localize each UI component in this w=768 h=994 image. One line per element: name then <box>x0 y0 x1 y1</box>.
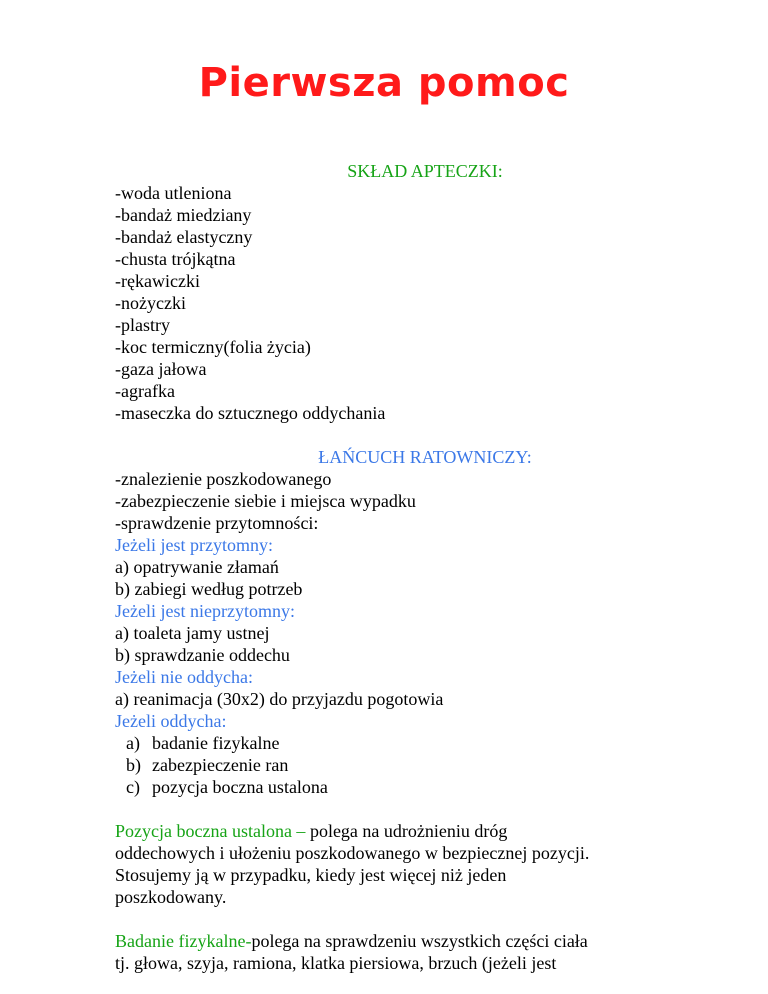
breathing-item <box>115 732 695 754</box>
chain-step: -znalezienie poszkodowanego <box>115 469 332 489</box>
unconscious-item: a) toaleta jamy ustnej <box>115 623 270 643</box>
chain-heading: ŁAŃCUCH RATOWNICZY: <box>318 447 532 467</box>
recovery-position-line: Stosujemy ją w przypadku, kiedy jest więcej niż jeden <box>115 865 507 885</box>
page-title: Pierwsza pomoc <box>198 60 570 106</box>
not-breathing-label: Jeżeli nie oddycha: <box>115 667 253 687</box>
list-marker: b) <box>126 755 141 775</box>
unconscious-item: b) sprawdzanie oddechu <box>115 645 290 665</box>
kit-item: -maseczka do sztucznego oddychania <box>115 403 386 423</box>
kit-item: -nożyczki <box>115 293 186 313</box>
recovery-position-line: poszkodowany. <box>115 887 227 907</box>
spacer <box>115 908 695 930</box>
kit-item: -plastry <box>115 315 170 335</box>
physical-exam-line: tj. głowa, szyja, ramiona, klatka piersiowa, brzuch (jeżeli jest <box>115 953 557 973</box>
physical-exam-term: Badanie fizykalne- <box>115 931 252 951</box>
recovery-position-line: oddechowych i ułożeniu poszkodowanego w bezpiecznej pozycji. <box>115 843 590 863</box>
spacer <box>115 798 695 820</box>
conscious-label: Jeżeli jest przytomny: <box>115 535 273 555</box>
list-text: zabezpieczenie ran <box>152 755 289 775</box>
conscious-item: a) opatrywanie złamań <box>115 557 279 577</box>
list-marker: c) <box>126 777 140 797</box>
kit-item: -bandaż miedziany <box>115 205 252 225</box>
not-breathing-item: a) reanimacja (30x2) do przyjazdu pogotowia <box>115 689 444 709</box>
kit-item: -agrafka <box>115 381 175 401</box>
breathing-item <box>115 754 695 776</box>
kit-item: -chusta trójkątna <box>115 249 236 269</box>
list-text: badanie fizykalne <box>152 733 280 753</box>
chain-step: -sprawdzenie przytomności: <box>115 513 319 533</box>
conscious-item: b) zabiegi według potrzeb <box>115 579 303 599</box>
kit-item: -rękawiczki <box>115 271 200 291</box>
document-body <box>115 160 695 974</box>
recovery-position-line <box>115 820 695 842</box>
breathing-item <box>115 776 695 798</box>
list-marker: a) <box>126 733 140 753</box>
unconscious-label: Jeżeli jest nieprzytomny: <box>115 601 295 621</box>
breathing-label: Jeżeli oddycha: <box>115 711 227 731</box>
list-text: pozycja boczna ustalona <box>152 777 328 797</box>
chain-step: -zabezpieczenie siebie i miejsca wypadku <box>115 491 416 511</box>
recovery-position-term: Pozycja boczna ustalona – <box>115 821 310 841</box>
kit-item: -woda utleniona <box>115 183 232 203</box>
kit-item: -koc termiczny(folia życia) <box>115 337 311 357</box>
physical-exam-text: polega na sprawdzeniu wszystkich części ciała <box>251 931 588 951</box>
physical-exam-line <box>115 930 695 952</box>
kit-item: -bandaż elastyczny <box>115 227 253 247</box>
recovery-position-text: polega na udrożnieniu dróg <box>309 821 508 841</box>
spacer <box>115 424 695 446</box>
kit-item: -gaza jałowa <box>115 359 207 379</box>
kit-heading: SKŁAD APTECZKI: <box>347 161 503 181</box>
